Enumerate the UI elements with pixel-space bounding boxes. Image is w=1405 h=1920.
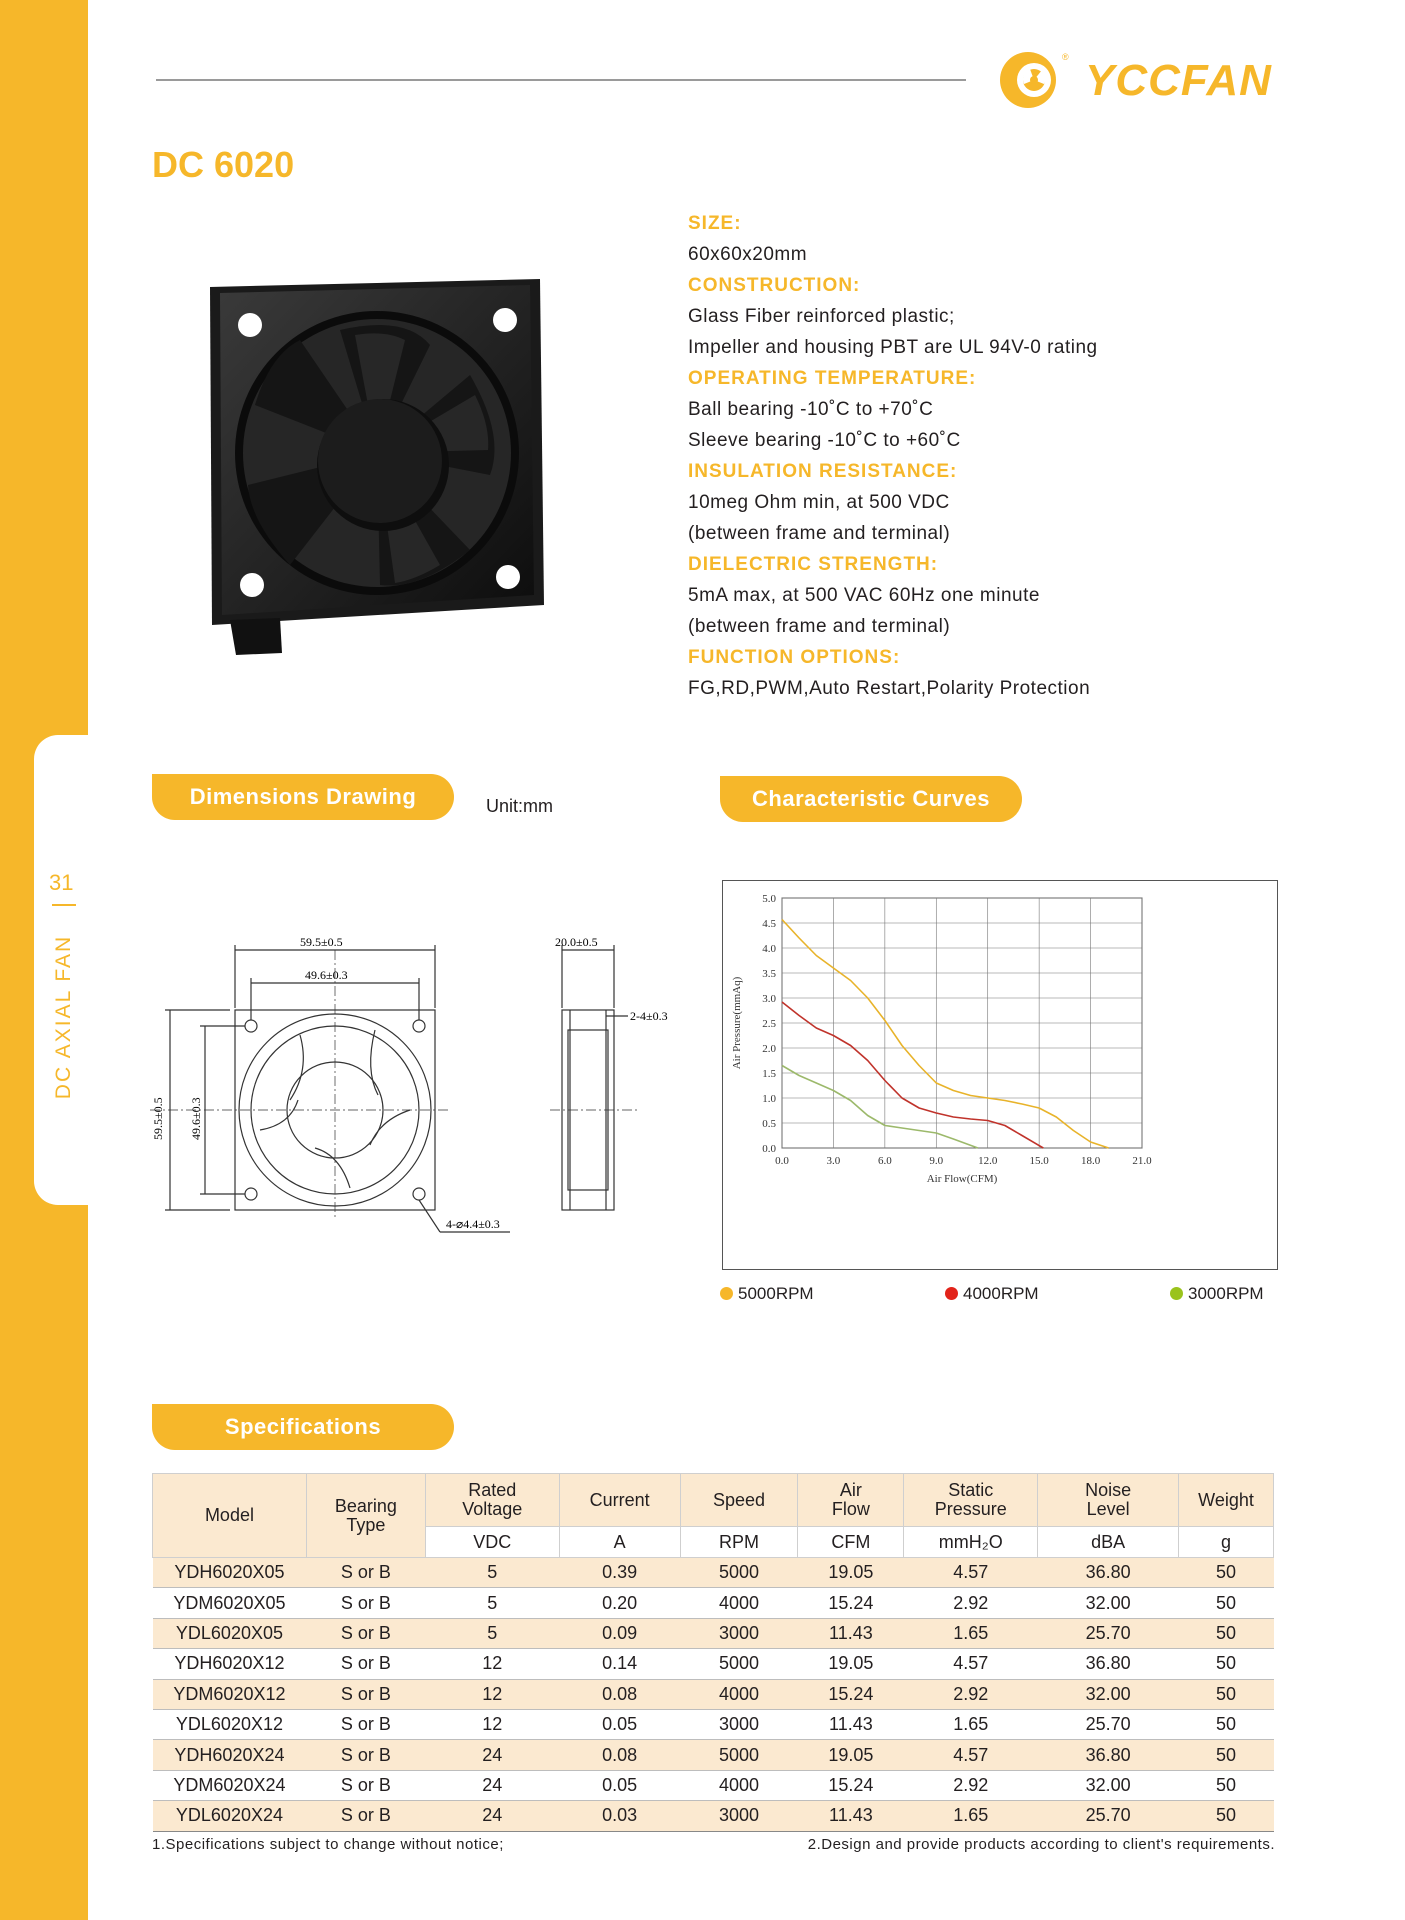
table-cell: S or B: [306, 1740, 425, 1770]
legend-5000-swatch: [720, 1287, 733, 1300]
dim-thickness: 20.0±0.5: [555, 935, 598, 949]
spec-heading: SIZE:: [688, 213, 742, 234]
specifications-heading: Specifications: [152, 1404, 454, 1450]
table-cell: 50: [1179, 1649, 1274, 1679]
spec-heading: CONSTRUCTION:: [688, 275, 861, 296]
table-cell: S or B: [306, 1709, 425, 1739]
unit-noise: dBA: [1038, 1527, 1179, 1558]
table-cell: YDL6020X05: [153, 1618, 307, 1648]
table-cell: 4000: [680, 1770, 798, 1800]
table-cell: YDL6020X24: [153, 1801, 307, 1831]
table-cell: 19.05: [798, 1740, 904, 1770]
table-cell: 0.09: [559, 1618, 680, 1648]
svg-text:®: ®: [1062, 52, 1069, 62]
x-tick-label: 15.0: [1029, 1155, 1049, 1167]
table-cell: 24: [425, 1801, 559, 1831]
table-cell: YDL6020X12: [153, 1709, 307, 1739]
table-cell: 50: [1179, 1770, 1274, 1800]
table-cell: YDH6020X12: [153, 1649, 307, 1679]
spec-heading: INSULATION RESISTANCE:: [688, 461, 958, 482]
legend-3000: [1170, 1284, 1264, 1304]
y-tick-label: 0.5: [762, 1118, 776, 1130]
table-cell: 4000: [680, 1679, 798, 1709]
spec-value: (between frame and terminal): [688, 523, 951, 544]
table-cell: 3000: [680, 1709, 798, 1739]
fan-photo: [200, 275, 560, 665]
col-airflow: Air Flow: [798, 1474, 904, 1527]
table-cell: 50: [1179, 1801, 1274, 1831]
y-tick-label: 4.0: [762, 943, 776, 955]
table-cell: 12: [425, 1649, 559, 1679]
y-tick-label: 5.0: [762, 893, 776, 905]
table-cell: 50: [1179, 1558, 1274, 1588]
table-cell: S or B: [306, 1588, 425, 1618]
dimensions-heading: Dimensions Drawing: [152, 774, 454, 820]
table-row: [153, 1801, 1274, 1831]
table-cell: YDM6020X24: [153, 1770, 307, 1800]
unit-label: Unit:mm: [486, 796, 553, 816]
table-row: [153, 1558, 1274, 1588]
unit-voltage: VDC: [425, 1527, 559, 1558]
col-voltage: Rated Voltage: [425, 1474, 559, 1527]
table-cell: 36.80: [1038, 1740, 1179, 1770]
product-title: DC 6020: [152, 144, 295, 185]
table-row: [153, 1649, 1274, 1679]
legend-4000-swatch: [945, 1287, 958, 1300]
spec-heading: OPERATING TEMPERATURE:: [688, 368, 977, 389]
table-cell: YDH6020X24: [153, 1740, 307, 1770]
curves-heading: Characteristic Curves: [720, 776, 1022, 822]
legend-4000-label: 4000RPM: [963, 1284, 1039, 1303]
x-tick-label: 0.0: [775, 1155, 789, 1167]
table-cell: S or B: [306, 1618, 425, 1648]
dim-flange: 2-4±0.3: [630, 1009, 668, 1023]
table-cell: 11.43: [798, 1801, 904, 1831]
y-tick-label: 1.5: [762, 1068, 776, 1080]
table-cell: 4.57: [904, 1649, 1038, 1679]
table-cell: 32.00: [1038, 1770, 1179, 1800]
legend-3000-label: 3000RPM: [1188, 1284, 1264, 1303]
col-bearing: Bearing Type: [306, 1474, 425, 1558]
table-cell: 50: [1179, 1618, 1274, 1648]
table-cell: 3000: [680, 1618, 798, 1648]
dim-hole-height: 49.6±0.3: [189, 1097, 203, 1140]
spec-value: Sleeve bearing -10˚C to +60˚C: [688, 430, 961, 451]
table-row: [153, 1709, 1274, 1739]
spec-value: 5mA max, at 500 VAC 60Hz one minute: [688, 585, 1040, 606]
table-row: [153, 1770, 1274, 1800]
table-cell: 19.05: [798, 1558, 904, 1588]
x-tick-label: 18.0: [1080, 1155, 1101, 1167]
spec-value: Ball bearing -10˚C to +70˚C: [688, 399, 934, 420]
table-cell: 25.70: [1038, 1801, 1179, 1831]
table-cell: 11.43: [798, 1709, 904, 1739]
table-row: [153, 1740, 1274, 1770]
characteristic-curves-chart: [722, 880, 1278, 1270]
y-tick-label: 3.0: [762, 993, 776, 1005]
dim-outer-width: 59.5±0.5: [300, 935, 343, 949]
table-cell: 0.08: [559, 1679, 680, 1709]
y-tick-label: 2.0: [762, 1043, 776, 1055]
table-cell: S or B: [306, 1649, 425, 1679]
table-cell: 15.24: [798, 1588, 904, 1618]
table-row: [153, 1679, 1274, 1709]
table-cell: 15.24: [798, 1770, 904, 1800]
table-cell: 0.05: [559, 1770, 680, 1800]
dim-holes: 4-⌀4.4±0.3: [446, 1217, 500, 1231]
spec-value: Impeller and housing PBT are UL 94V-0 rating: [688, 337, 1098, 358]
table-cell: YDH6020X05: [153, 1558, 307, 1588]
table-cell: 50: [1179, 1740, 1274, 1770]
table-cell: 2.92: [904, 1679, 1038, 1709]
table-cell: S or B: [306, 1679, 425, 1709]
col-current: Current: [559, 1474, 680, 1527]
table-cell: 25.70: [1038, 1618, 1179, 1648]
spec-list: [688, 208, 1328, 704]
spec-value: FG,RD,PWM,Auto Restart,Polarity Protection: [688, 678, 1091, 699]
spec-value: (between frame and terminal): [688, 616, 951, 637]
sidebar-divider: [52, 904, 76, 906]
spec-heading: FUNCTION OPTIONS:: [688, 647, 901, 668]
table-cell: 3000: [680, 1801, 798, 1831]
y-tick-label: 2.5: [762, 1018, 776, 1030]
spec-value: Glass Fiber reinforced plastic;: [688, 306, 955, 327]
table-cell: 2.92: [904, 1588, 1038, 1618]
table-row: [153, 1588, 1274, 1618]
unit-current: A: [559, 1527, 680, 1558]
x-tick-label: 21.0: [1132, 1155, 1152, 1167]
dim-hole-width: 49.6±0.3: [305, 968, 348, 982]
x-tick-label: 6.0: [877, 1155, 892, 1167]
y-tick-label: 3.5: [762, 968, 776, 980]
table-cell: 50: [1179, 1709, 1274, 1739]
table-cell: 25.70: [1038, 1709, 1179, 1739]
x-tick-label: 12.0: [978, 1155, 998, 1167]
table-cell: 0.08: [559, 1740, 680, 1770]
col-noise: Noise Level: [1038, 1474, 1179, 1527]
spec-heading: DIELECTRIC STRENGTH:: [688, 554, 939, 575]
table-cell: 4000: [680, 1588, 798, 1618]
table-cell: 1.65: [904, 1618, 1038, 1648]
legend-5000-label: 5000RPM: [738, 1284, 814, 1303]
spec-value: 60x60x20mm: [688, 244, 808, 265]
section-label: DC AXIAL FAN: [52, 934, 75, 1100]
table-cell: 4.57: [904, 1740, 1038, 1770]
x-tick-label: 9.0: [929, 1155, 944, 1167]
brand-logo-text: YCCFAN: [1085, 56, 1272, 105]
table-cell: YDM6020X05: [153, 1588, 307, 1618]
unit-airflow: CFM: [798, 1527, 904, 1558]
table-cell: 5: [425, 1558, 559, 1588]
table-cell: 0.20: [559, 1588, 680, 1618]
col-pressure: Static Pressure: [904, 1474, 1038, 1527]
table-cell: 5000: [680, 1558, 798, 1588]
table-cell: 5000: [680, 1740, 798, 1770]
table-cell: 32.00: [1038, 1588, 1179, 1618]
table-cell: 4.57: [904, 1558, 1038, 1588]
table-cell: 12: [425, 1679, 559, 1709]
y-tick-label: 1.0: [762, 1093, 776, 1105]
table-cell: 0.05: [559, 1709, 680, 1739]
dimensions-drawing: [150, 930, 720, 1260]
header-rule: [156, 79, 966, 81]
page-number: 31: [49, 870, 74, 895]
y-tick-label: 4.5: [762, 918, 776, 930]
table-cell: 11.43: [798, 1618, 904, 1648]
table-cell: YDM6020X12: [153, 1679, 307, 1709]
table-cell: 24: [425, 1740, 559, 1770]
legend-3000-swatch: [1170, 1287, 1183, 1300]
table-cell: 2.92: [904, 1770, 1038, 1800]
footnote-left: 1.Specifications subject to change without notice;: [152, 1836, 504, 1853]
y-tick-label: 0.0: [762, 1143, 776, 1155]
col-weight: Weight: [1179, 1474, 1274, 1527]
footnote-right: 2.Design and provide products according to client's requirements.: [807, 1836, 1275, 1853]
table-cell: 32.00: [1038, 1679, 1179, 1709]
table-cell: 19.05: [798, 1649, 904, 1679]
table-cell: 12: [425, 1709, 559, 1739]
x-tick-label: 3.0: [826, 1155, 841, 1167]
table-cell: 50: [1179, 1588, 1274, 1618]
legend-5000: [720, 1284, 814, 1304]
table-cell: 1.65: [904, 1709, 1038, 1739]
table-cell: 0.03: [559, 1801, 680, 1831]
unit-pressure: mmH₂O: [904, 1527, 1038, 1558]
table-cell: 5: [425, 1588, 559, 1618]
col-model: Model: [153, 1474, 307, 1558]
table-cell: 0.39: [559, 1558, 680, 1588]
table-cell: 50: [1179, 1679, 1274, 1709]
y-axis-label: Air Pressure(mmAq): [731, 976, 743, 1070]
table-cell: 36.80: [1038, 1649, 1179, 1679]
table-cell: 36.80: [1038, 1558, 1179, 1588]
table-cell: S or B: [306, 1558, 425, 1588]
spec-value: 10meg Ohm min, at 500 VDC: [688, 492, 950, 513]
unit-speed: RPM: [680, 1527, 798, 1558]
col-speed: Speed: [680, 1474, 798, 1527]
specifications-table: [152, 1473, 1274, 1832]
legend-4000: [945, 1284, 1039, 1304]
table-cell: S or B: [306, 1770, 425, 1800]
table-cell: 24: [425, 1770, 559, 1800]
table-cell: 0.14: [559, 1649, 680, 1679]
unit-weight: g: [1179, 1527, 1274, 1558]
table-cell: 5: [425, 1618, 559, 1648]
table-cell: 5000: [680, 1649, 798, 1679]
table-cell: S or B: [306, 1801, 425, 1831]
table-cell: 1.65: [904, 1801, 1038, 1831]
dim-outer-height: 59.5±0.5: [151, 1097, 165, 1140]
table-row: [153, 1618, 1274, 1648]
x-axis-label: Air Flow(CFM): [926, 1173, 998, 1185]
table-cell: 15.24: [798, 1679, 904, 1709]
